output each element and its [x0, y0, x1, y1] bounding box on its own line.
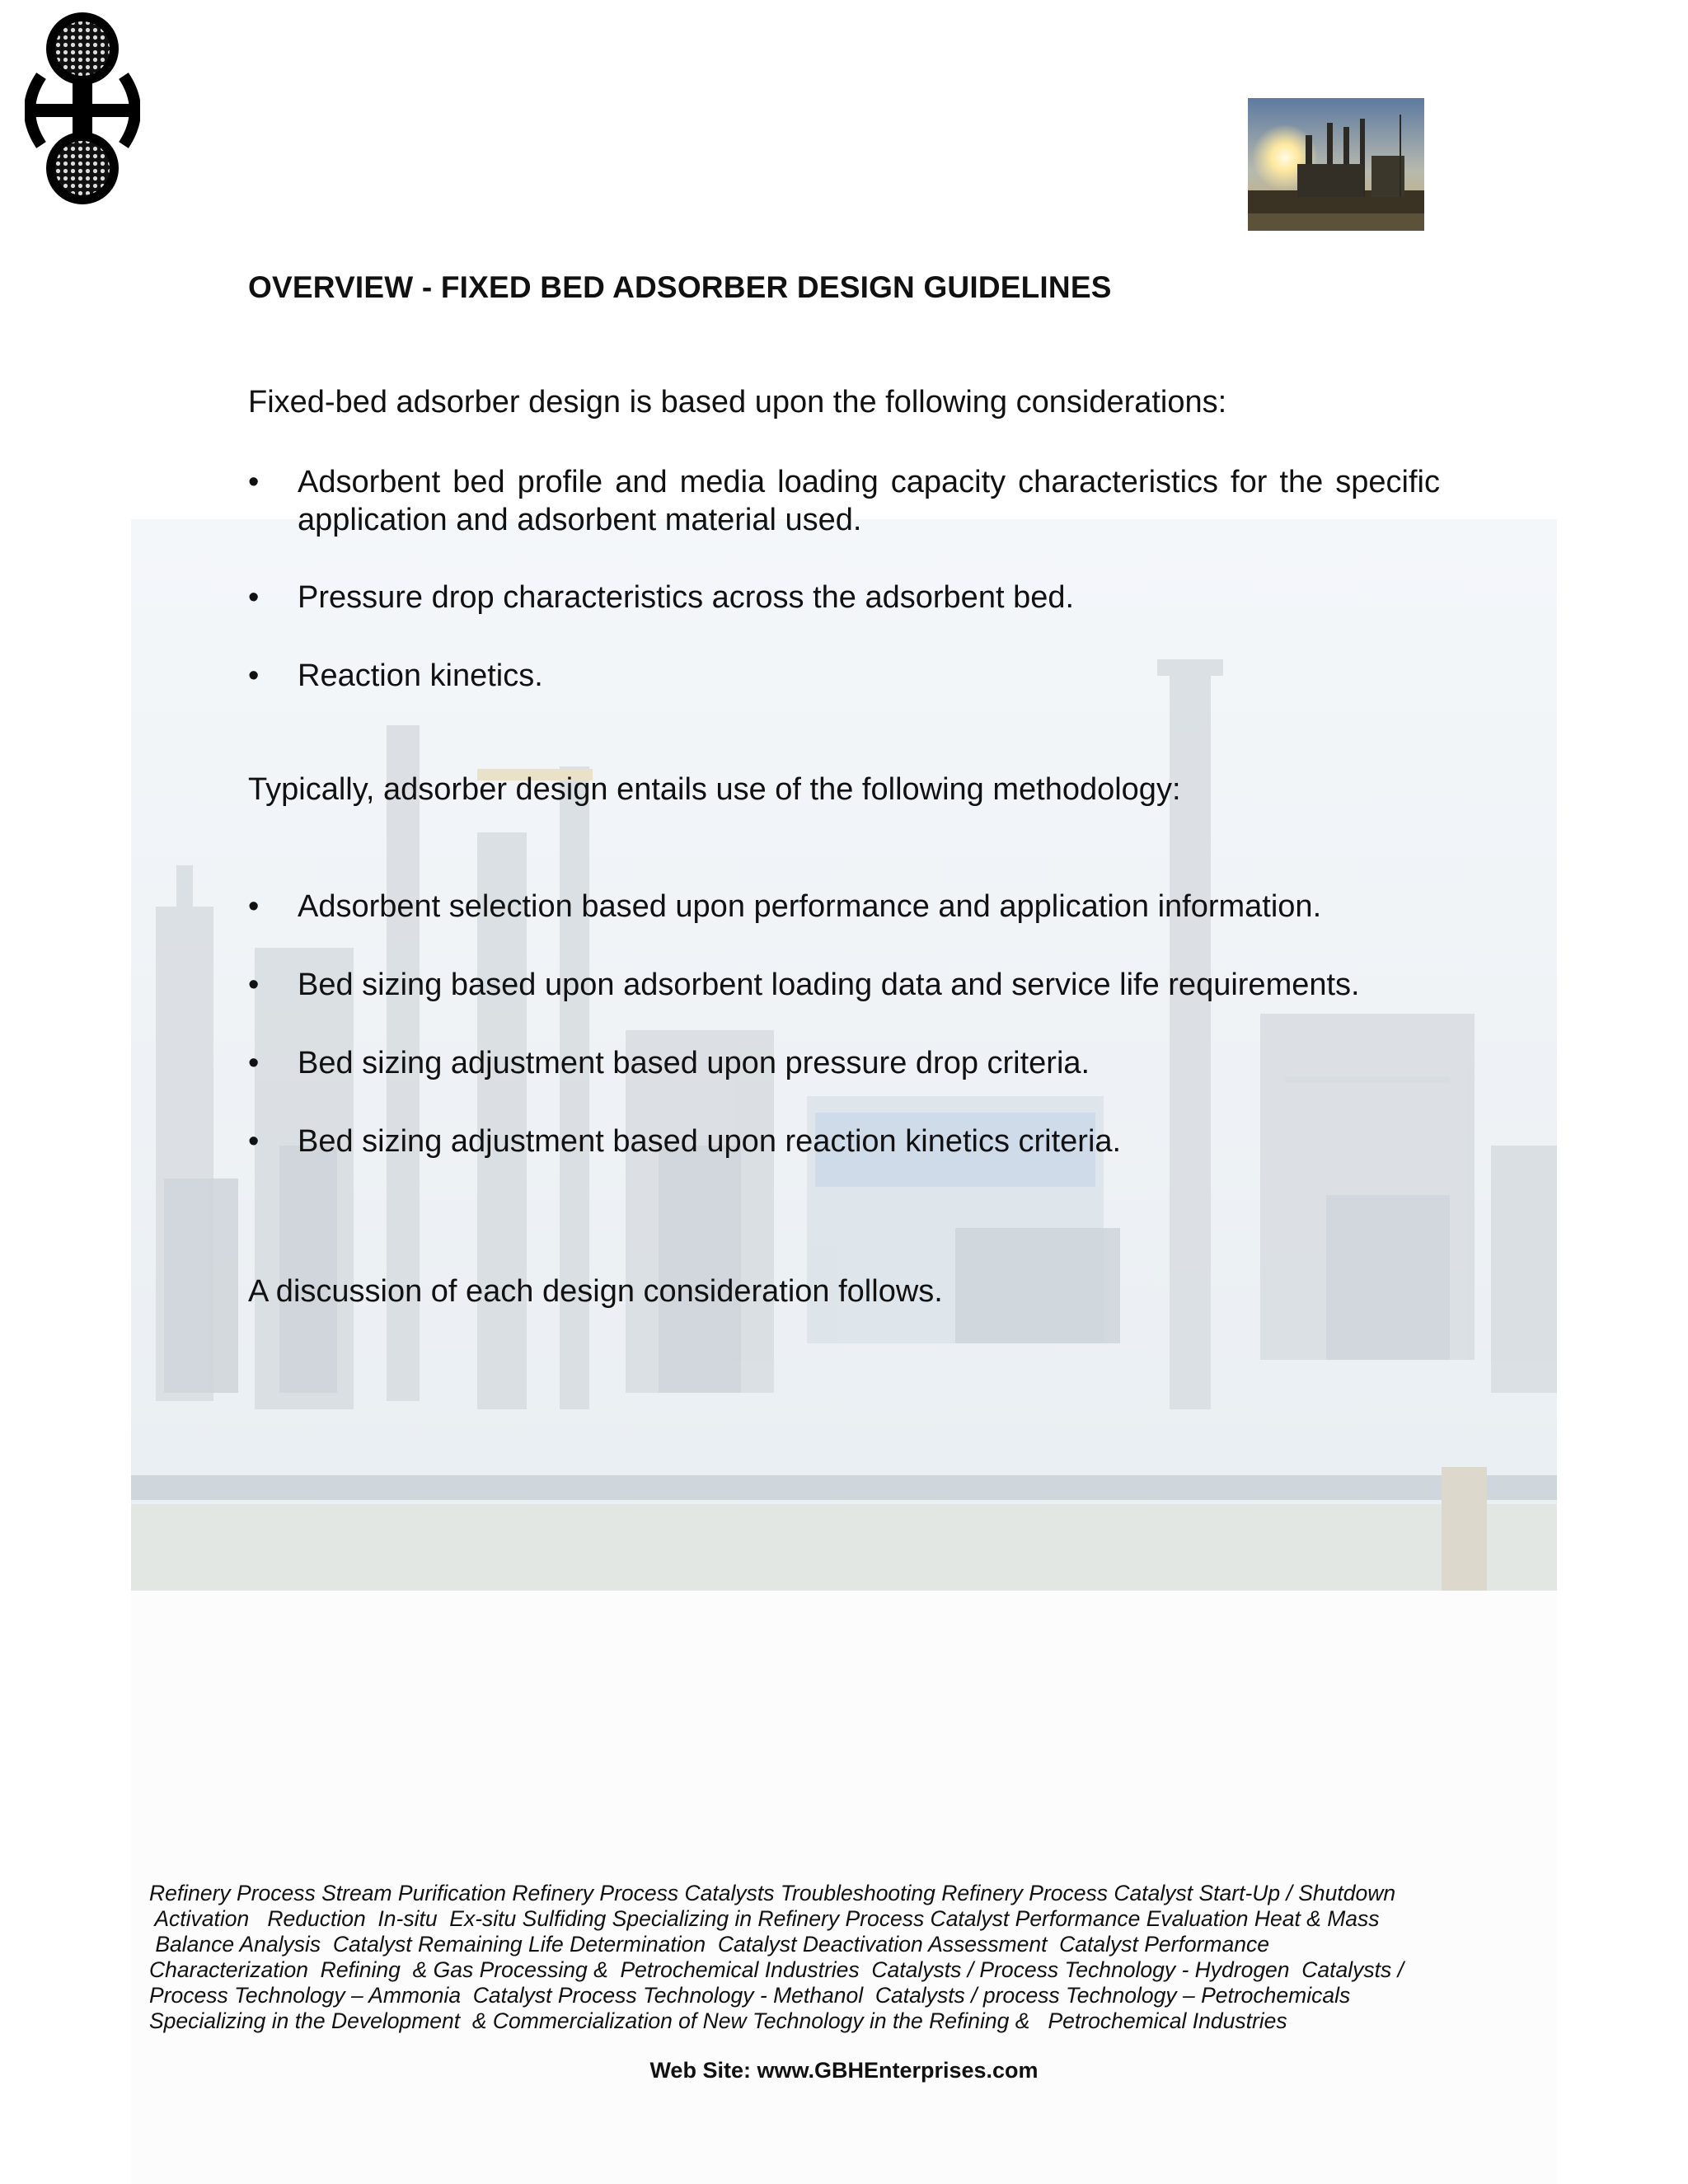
refinery-sunset-photo	[1248, 98, 1424, 231]
footer-line: Balance Analysis Catalyst Remaining Life Determination Catalyst Deactivation Assessment Catalyst Performance	[149, 1932, 1269, 1957]
list-item-text: Bed sizing adjustment based upon pressure drop criteria.	[298, 1046, 1090, 1080]
footer-line: Characterization Refining & Gas Processing & Petrochemical Industries Catalysts / Process Technology - Hydrogen Catalysts /	[149, 1957, 1404, 1982]
footer-line: Process Technology – Ammonia Catalyst Process Technology - Methanol Catalysts / process Technology – Petrochemicals	[149, 1983, 1351, 2008]
list-item	[248, 579, 1440, 616]
website-link[interactable]: Web Site: www.GBHEnterprises.com	[649, 2058, 1039, 2083]
bullet-icon: •	[248, 889, 260, 924]
list-item	[248, 1122, 1440, 1160]
list-item	[248, 888, 1440, 926]
list-item	[248, 1044, 1440, 1082]
methodology-intro: Typically, adsorber design entails use of the following methodology:	[248, 772, 1181, 807]
intro-paragraph: Fixed-bed adsorber design is based upon the following considerations:	[248, 385, 1227, 419]
list-item-text: Adsorbent selection based upon performance and application information.	[298, 889, 1322, 924]
list-item	[248, 463, 1440, 539]
page-title: OVERVIEW - FIXED BED ADSORBER DESIGN GUIDELINES	[248, 270, 1112, 304]
bullet-icon: •	[248, 968, 260, 1002]
bullet-icon: •	[248, 1046, 260, 1080]
closing-paragraph: A discussion of each design consideration follows.	[248, 1274, 943, 1309]
footer-line: Activation Reduction In-situ Ex-situ Sulfiding Specializing in Refinery Process Catalyst Performance Evaluation Heat & Mass	[149, 1906, 1380, 1931]
footer-services	[149, 1881, 1435, 2034]
list-item-text: Reaction kinetics.	[298, 658, 543, 693]
list-item	[248, 657, 1440, 695]
bullet-icon: •	[248, 465, 260, 499]
bullet-icon: •	[248, 1124, 260, 1159]
list-item-text: Adsorbent bed profile and media loading capacity characteristics for the specific application and adsorbent material used.	[298, 465, 1440, 537]
footer-line: Refinery Process Stream Purification Refinery Process Catalysts Troubleshooting Refinery Process Catalyst Start-Up / Shutdown	[149, 1881, 1396, 1905]
bullet-icon: •	[248, 580, 260, 615]
list-item-text: Bed sizing adjustment based upon reaction kinetics criteria.	[298, 1124, 1122, 1159]
company-logo	[25, 12, 140, 206]
bullet-icon: •	[248, 658, 260, 693]
list-item	[248, 966, 1440, 1004]
list-item-text: Pressure drop characteristics across the adsorbent bed.	[298, 580, 1075, 615]
list-item-text: Bed sizing based upon adsorbent loading data and service life requirements.	[298, 968, 1360, 1002]
footer-line: Specializing in the Development & Commercialization of New Technology in the Refining & Petrochemical Industries	[149, 2008, 1287, 2033]
